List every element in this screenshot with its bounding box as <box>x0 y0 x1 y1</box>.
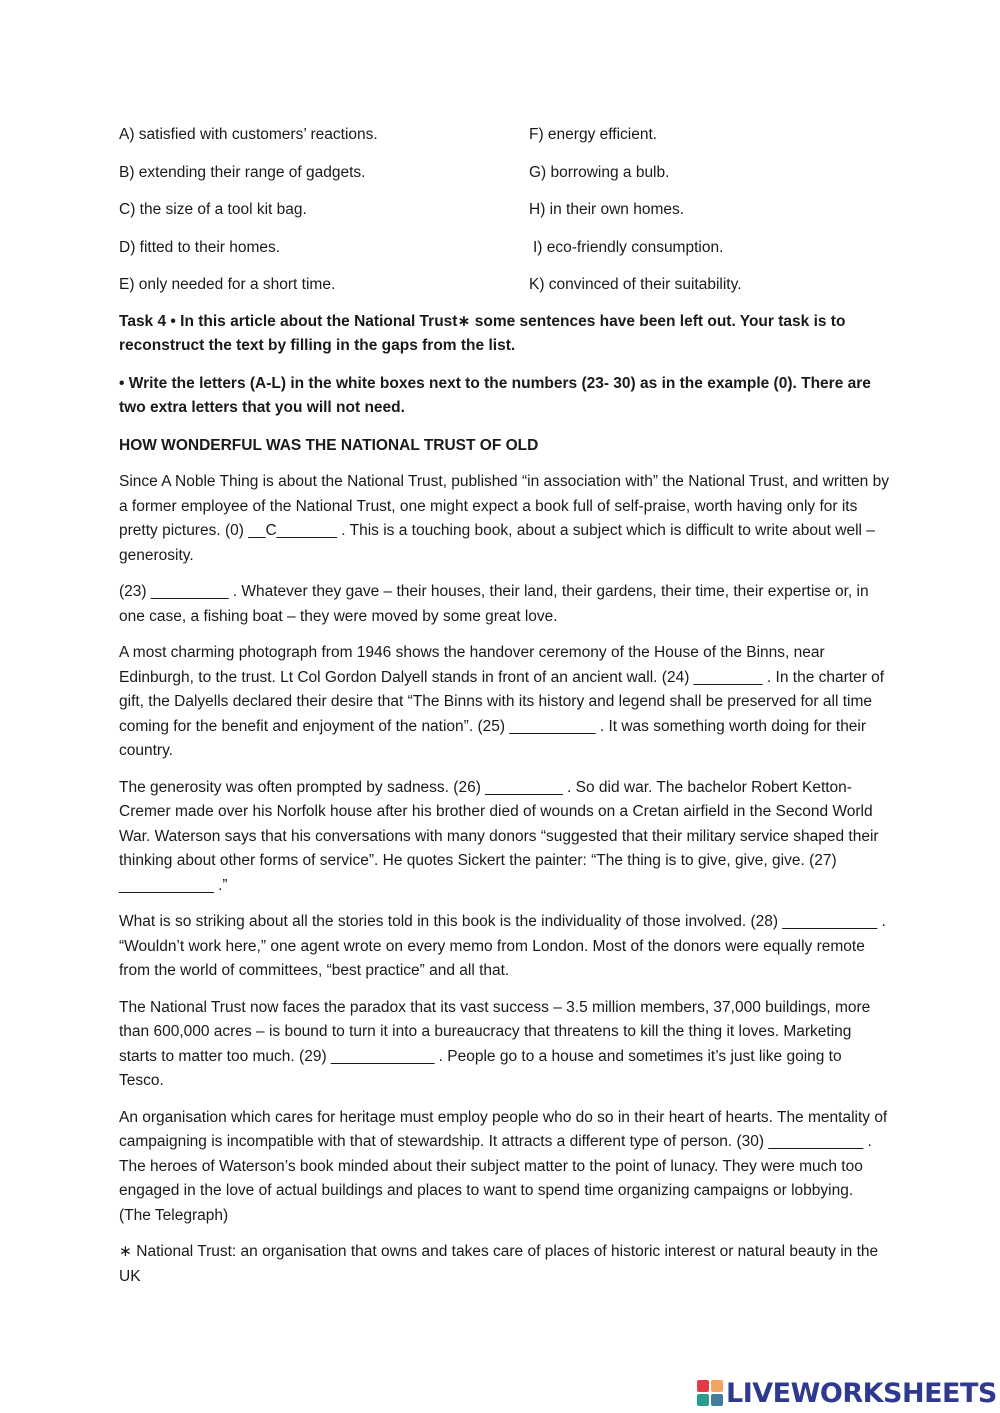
logo-square-icon <box>711 1380 723 1392</box>
article-title: HOW WONDERFUL WAS THE NATIONAL TRUST OF OLD <box>119 436 539 454</box>
worksheet-page <box>119 116 889 1289</box>
article-paragraph: An organisation which cares for heritage must employ people who do so in their heart of hearts. The mentality of campaigning is incompatible with that of stewardship. It attracts a different type of person. (30) ___________ . The heroes of Waterson’s book minded about their subject matter to the point of lunacy. They were much too engaged in the love of actual buildings and places to want to spend time organizing campaigns or lobbying. (The Telegraph) <box>119 1108 888 1224</box>
logo-square-icon <box>697 1380 709 1392</box>
article-paragraph: What is so striking about all the stories told in this book is the individuality of those involved. (28) ___________ . “Wouldn’t work here,” one agent wrote on every memo from London. Most of the donors were equally remote from the world of committees, “best practice” and all that. <box>119 913 886 979</box>
logo-text: LIVEWORKSHEETS <box>726 1377 997 1409</box>
article-paragraph: Since A Noble Thing is about the National Trust, published “in association with” the National Trust, and written by a former employee of the National Trust, one might expect a book full of self-praise, worth having only for its pretty pictures. (0) __C_______ . This is a touching book, about a subject which is difficult to write about well – generosity. <box>119 473 889 564</box>
logo-square-icon <box>697 1394 709 1406</box>
task-instruction: Task 4 • In this article about the National Trust∗ some sentences have been left out. Your task is to reconstruct the text by filling in the gaps from the list. <box>119 312 846 354</box>
logo-mark-icon <box>697 1380 723 1406</box>
article-paragraph: The generosity was often prompted by sadness. (26) _________ . So did war. The bachelor Robert Ketton-Cremer made over his Norfolk house after his brother died of wounds on a Cretan airfield in the Second World War. Waterson says that his conversations with many donors “suggested that their military service shaped their thinking about other forms of service”. He quotes Sickert the painter: “The thing is to give, give, give. (27) ___________ .” <box>119 778 879 894</box>
answer-options <box>119 116 889 304</box>
article-paragraph: A most charming photograph from 1946 shows the handover ceremony of the House of the Binns, near Edinburgh, to the trust. Lt Col Gordon Dalyell stands in front of an ancient wall. (24) ________ . In the charter of gift, the Dalyells declared their desire that “The Binns with its history and legend shall be preserved for all time coming for the benefit and enjoyment of the nation”. (25) __________ . It was something worth doing for their country. <box>119 644 885 759</box>
option-h: H) in their own homes. <box>529 201 685 218</box>
option-a: A) satisfied with customers’ reactions. <box>119 126 378 143</box>
option-b: B) extending their range of gadgets. <box>119 163 366 181</box>
footnote: ∗ National Trust: an organisation that owns and takes care of places of historic interest or natural beauty in the UK <box>119 1243 879 1285</box>
option-g: G) borrowing a bulb. <box>529 163 670 181</box>
option-f: F) energy efficient. <box>529 126 658 143</box>
logo-square-icon <box>711 1394 723 1406</box>
liveworksheets-logo <box>697 1376 997 1410</box>
article-paragraph: (23) _________ . Whatever they gave – their houses, their land, their gardens, their time, their expertise or, in one case, a fishing boat – they were moved by some great love. <box>119 583 869 625</box>
task-instruction-letters: • Write the letters (A-L) in the white boxes next to the numbers (23- 30) as in the example (0). There are two extra letters that you will not need. <box>119 374 871 416</box>
option-k: K) convinced of their suitability. <box>529 276 742 293</box>
option-i: I) eco-friendly consumption. <box>533 238 724 256</box>
option-d: D) fitted to their homes. <box>119 238 281 256</box>
option-c: C) the size of a tool kit bag. <box>119 201 307 218</box>
option-e: E) only needed for a short time. <box>119 276 336 293</box>
article-paragraph: The National Trust now faces the paradox that its vast success – 3.5 million members, 37,000 buildings, more than 600,000 acres – is bound to turn it into a bureaucracy that threatens to kill the thing it loves. Marketing starts to matter too much. (29) ____________ . People go to a house and sometimes it’s just like going to Tesco. <box>119 998 871 1089</box>
